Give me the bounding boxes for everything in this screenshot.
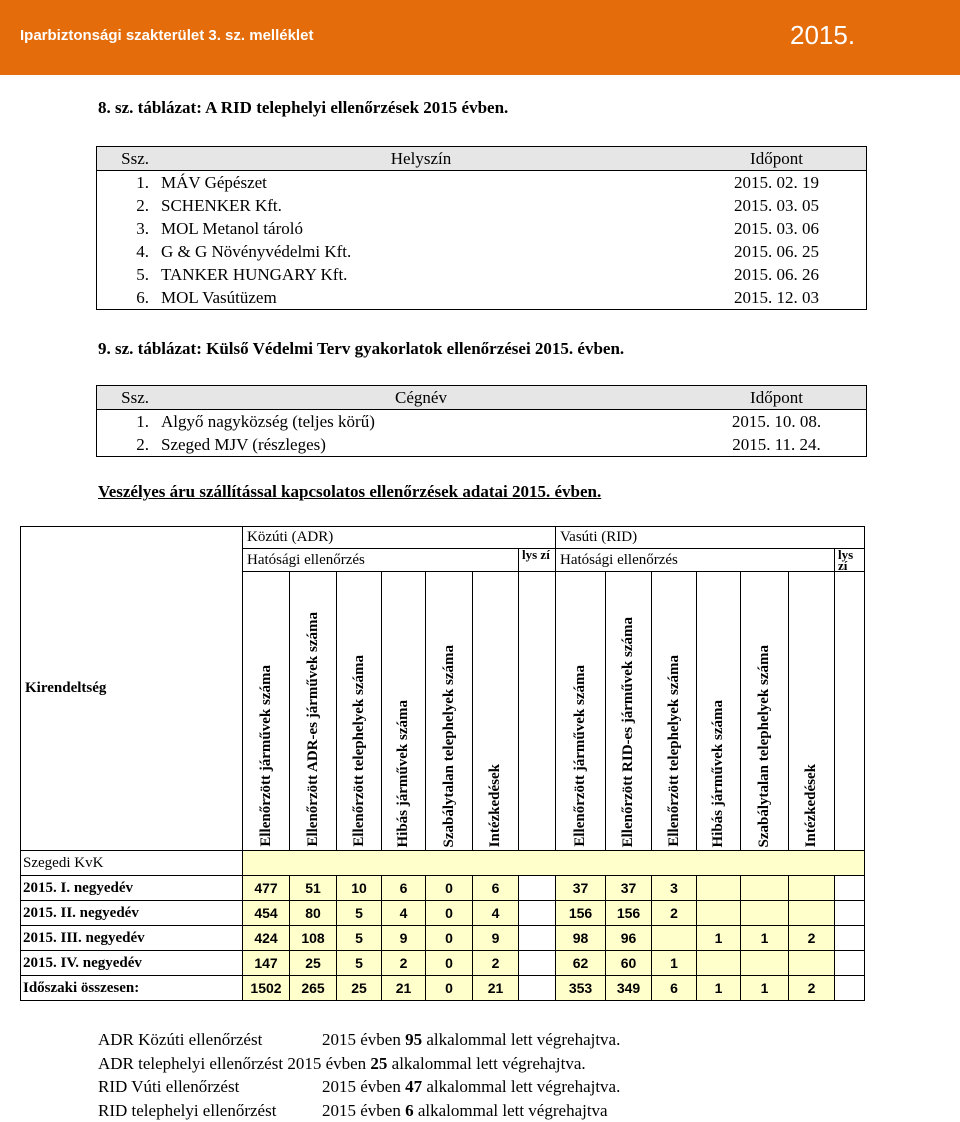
table9-header-cegnev: Cégnév (155, 386, 687, 410)
cell-helyszin: MÁV Gépészet (155, 171, 687, 195)
note-count: 95 (405, 1030, 422, 1049)
hatosagi-header-adr: Hatósági ellenőrzés (243, 549, 519, 572)
row-label: Időszaki összesen: (21, 976, 243, 1001)
col-header-adr-vehicles: Ellenőrzött járművek száma (243, 572, 290, 851)
page-header (0, 0, 960, 75)
cell-value: 265 (290, 976, 337, 1001)
table-row (97, 433, 867, 457)
cell-cegnev: Szeged MJV (részleges) (155, 433, 687, 457)
cell-idopont: 2015. 03. 06 (687, 217, 867, 240)
col-header-rid-vehicles: Ellenőrzött járművek száma (556, 572, 606, 851)
note-year: 2015 évben (322, 1030, 405, 1049)
group-header-row (21, 527, 865, 549)
kirendeltseg-header: Kirendeltség (21, 527, 243, 851)
cell-blank (519, 951, 556, 976)
note-line (98, 1028, 620, 1052)
cell-value: 5 (337, 901, 382, 926)
table8 (96, 146, 867, 310)
cell-value: 0 (426, 876, 473, 901)
cell-value: 80 (290, 901, 337, 926)
cell-value: 1 (741, 926, 789, 951)
unit-row (21, 851, 865, 876)
row-label: 2015. IV. negyedév (21, 951, 243, 976)
cell-blank (835, 926, 865, 951)
cell-value: 37 (606, 876, 652, 901)
cell-blank (835, 976, 865, 1001)
cell-blank (519, 976, 556, 1001)
cell-value: 25 (337, 976, 382, 1001)
cell-value: 0 (426, 951, 473, 976)
table-row (21, 926, 865, 951)
note-year: 2015 évben (287, 1054, 370, 1073)
cell-value: 51 (290, 876, 337, 901)
cell-blank (519, 901, 556, 926)
table-row (21, 951, 865, 976)
table-row (21, 901, 865, 926)
table9 (96, 385, 867, 457)
cell-value: 0 (426, 901, 473, 926)
cell-value: 2 (473, 951, 519, 976)
note-subject: RID Vúti ellenőrzést (98, 1075, 322, 1099)
note-text: alkalommal lett végrehajtva. (422, 1077, 620, 1096)
note-year: 2015 évben (322, 1077, 405, 1096)
cell-value: 353 (556, 976, 606, 1001)
cell-value: 1 (652, 951, 697, 976)
lys-header-adr: lys zí (519, 549, 556, 572)
note-line (98, 1075, 620, 1099)
note-line (98, 1052, 620, 1076)
vasuti-header: Vasúti (RID) (556, 527, 865, 549)
table-row (97, 410, 867, 434)
cell-value: 6 (652, 976, 697, 1001)
table8-header-ssz: Ssz. (97, 147, 156, 171)
row-label: 2015. II. negyedév (21, 901, 243, 926)
col-header-adr-measures: Intézkedések (473, 572, 519, 851)
cell-value: 156 (556, 901, 606, 926)
table9-header-row (97, 386, 867, 410)
cell-idopont: 2015. 10. 08. (687, 410, 867, 434)
col-header-adr-adr-vehicles: Ellenőrzött ADR-es járművek száma (290, 572, 337, 851)
cell-value: 6 (473, 876, 519, 901)
cell-value (697, 901, 741, 926)
summary-notes (98, 1028, 620, 1122)
cell-value: 108 (290, 926, 337, 951)
cell-idopont: 2015. 06. 25 (687, 240, 867, 263)
cell-value: 9 (473, 926, 519, 951)
cell-value: 1 (697, 926, 741, 951)
cell-value: 156 (606, 901, 652, 926)
cell-value: 25 (290, 951, 337, 976)
inspection-data-table-wrap (20, 526, 865, 1001)
cell-value: 4 (382, 901, 426, 926)
cell-value (789, 901, 835, 926)
cell-value: 21 (473, 976, 519, 1001)
table-row (97, 194, 867, 217)
col-header-adr-blank (519, 572, 556, 851)
cell-value: 1 (741, 976, 789, 1001)
header-title: Iparbiztonsági szakterület 3. sz. melléklet (20, 27, 313, 44)
cell-value: 4 (473, 901, 519, 926)
cell-blank (835, 951, 865, 976)
cell-value (652, 926, 697, 951)
cell-blank (519, 876, 556, 901)
cell-blank (835, 876, 865, 901)
col-header-rid-sites: Ellenőrzött telephelyek száma (652, 572, 697, 851)
hatosagi-header-rid: Hatósági ellenőrzés (556, 549, 835, 572)
header-year: 2015. (790, 20, 855, 51)
cell-value: 454 (243, 901, 290, 926)
col-header-rid-blank (835, 572, 865, 851)
unit-row-fill (243, 851, 865, 876)
col-header-adr-faulty: Hibás járművek száma (382, 572, 426, 851)
table9-caption: 9. sz. táblázat: Külső Védelmi Terv gyakorlatok ellenőrzései 2015. évben. (98, 339, 624, 359)
cell-blank (835, 901, 865, 926)
cell-value: 1 (697, 976, 741, 1001)
unit-label: Szegedi KvK (21, 851, 243, 876)
note-count: 47 (405, 1077, 422, 1096)
cell-ssz: 4. (97, 240, 156, 263)
cell-value: 5 (337, 951, 382, 976)
cell-helyszin: TANKER HUNGARY Kft. (155, 263, 687, 286)
table-row (97, 240, 867, 263)
cell-value: 2 (652, 901, 697, 926)
table8-header-helyszin: Helyszín (155, 147, 687, 171)
note-subject: ADR Közúti ellenőrzést (98, 1028, 322, 1052)
cell-value (741, 901, 789, 926)
note-count: 6 (405, 1101, 414, 1120)
cell-value: 62 (556, 951, 606, 976)
lys-header-rid: lys zí (835, 549, 865, 572)
cell-value: 349 (606, 976, 652, 1001)
note-subject: RID telephelyi ellenőrzést (98, 1099, 322, 1122)
cell-value: 2 (382, 951, 426, 976)
cell-helyszin: MOL Metanol tároló (155, 217, 687, 240)
cell-value (789, 876, 835, 901)
cell-value: 3 (652, 876, 697, 901)
inspection-data-table (20, 526, 865, 1001)
cell-idopont: 2015. 12. 03 (687, 286, 867, 310)
note-year: 2015 évben (322, 1101, 405, 1120)
col-header-adr-sites: Ellenőrzött telephelyek száma (337, 572, 382, 851)
cell-value: 0 (426, 926, 473, 951)
cell-value: 147 (243, 951, 290, 976)
col-header-rid-measures: Intézkedések (789, 572, 835, 851)
kozuti-header: Közúti (ADR) (243, 527, 556, 549)
cell-idopont: 2015. 06. 26 (687, 263, 867, 286)
cell-value (697, 876, 741, 901)
cell-value: 10 (337, 876, 382, 901)
cell-ssz: 1. (97, 171, 156, 195)
cell-value: 2 (789, 976, 835, 1001)
cell-value: 9 (382, 926, 426, 951)
cell-value: 37 (556, 876, 606, 901)
cell-value: 424 (243, 926, 290, 951)
cell-value (697, 951, 741, 976)
cell-ssz: 3. (97, 217, 156, 240)
cell-value: 1502 (243, 976, 290, 1001)
cell-value: 98 (556, 926, 606, 951)
table-row (21, 876, 865, 901)
table8-header-row (97, 147, 867, 171)
table-row (97, 217, 867, 240)
cell-ssz: 2. (97, 194, 156, 217)
table9-header-idopont: Időpont (687, 386, 867, 410)
table9-header-ssz: Ssz. (97, 386, 156, 410)
cell-blank (519, 926, 556, 951)
cell-value: 60 (606, 951, 652, 976)
cell-ssz: 6. (97, 286, 156, 310)
cell-ssz: 2. (97, 433, 156, 457)
cell-value: 5 (337, 926, 382, 951)
cell-ssz: 5. (97, 263, 156, 286)
table8-caption: 8. sz. táblázat: A RID telephelyi ellenőrzések 2015 évben. (98, 98, 508, 118)
table-row (97, 286, 867, 310)
cell-value (789, 951, 835, 976)
cell-idopont: 2015. 02. 19 (687, 171, 867, 195)
cell-helyszin: SCHENKER Kft. (155, 194, 687, 217)
cell-value (741, 951, 789, 976)
cell-value: 0 (426, 976, 473, 1001)
table-row (97, 263, 867, 286)
note-text: alkalommal lett végrehajtva (414, 1101, 608, 1120)
cell-value: 2 (789, 926, 835, 951)
section-title: Veszélyes áru szállítással kapcsolatos ellenőrzések adatai 2015. évben. (98, 482, 601, 502)
note-subject: ADR telephelyi ellenőrzést (98, 1054, 283, 1073)
col-header-rid-rid-vehicles: Ellenőrzött RID-es járművek száma (606, 572, 652, 851)
cell-ssz: 1. (97, 410, 156, 434)
cell-helyszin: MOL Vasútüzem (155, 286, 687, 310)
cell-value: 6 (382, 876, 426, 901)
col-header-rid-faulty: Hibás járművek száma (697, 572, 741, 851)
note-line (98, 1099, 620, 1122)
table8-header-idopont: Időpont (687, 147, 867, 171)
col-header-adr-irregular-sites: Szabálytalan telephelyek száma (426, 572, 473, 851)
cell-idopont: 2015. 03. 05 (687, 194, 867, 217)
note-text: alkalommal lett végrehajtva. (387, 1054, 585, 1073)
table-row (97, 171, 867, 195)
cell-value: 96 (606, 926, 652, 951)
cell-value: 21 (382, 976, 426, 1001)
table-row-total (21, 976, 865, 1001)
row-label: 2015. III. negyedév (21, 926, 243, 951)
cell-helyszin: G & G Növényvédelmi Kft. (155, 240, 687, 263)
col-header-rid-irregular-sites: Szabálytalan telephelyek száma (741, 572, 789, 851)
note-count: 25 (370, 1054, 387, 1073)
note-text: alkalommal lett végrehajtva. (422, 1030, 620, 1049)
cell-cegnev: Algyő nagyközség (teljes körű) (155, 410, 687, 434)
cell-value: 477 (243, 876, 290, 901)
cell-value (741, 876, 789, 901)
row-label: 2015. I. negyedév (21, 876, 243, 901)
cell-idopont: 2015. 11. 24. (687, 433, 867, 457)
